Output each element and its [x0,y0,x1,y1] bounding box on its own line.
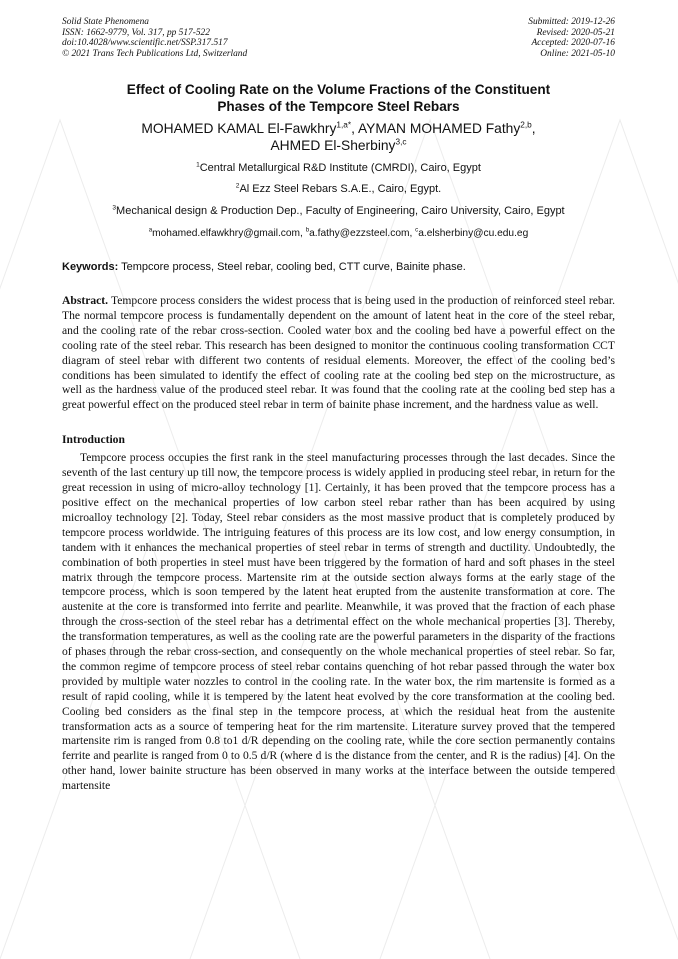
author-name: AYMAN MOHAMED Fathy [357,121,521,136]
date-revised: Revised: 2020-05-21 [536,27,615,38]
affiliation-number: 1 [196,161,200,169]
email-address: a.fathy@ezzsteel.com, [309,228,416,239]
affiliation-number: 2 [235,182,240,190]
submission-dates [528,17,615,60]
email-marker: c [415,226,419,234]
author-name: MOHAMED KAMAL El-Fawkhry [141,121,337,136]
affiliation-2 [62,183,615,196]
author-emails [62,227,615,240]
date-submitted: Submitted: 2019-12-26 [528,17,615,27]
affiliation-text: Mechanical design & Production Dep., Faculty of Engineering, Cairo University, Cairo, Egypt [116,205,565,217]
date-online: Online: 2021-05-10 [540,49,615,60]
journal-copyright: © 2021 Trans Tech Publications Ltd, Switzerland [62,49,248,60]
author-superscript: 1,a* [336,120,352,130]
author-superscript: 2,b [520,120,532,130]
date-accepted: Accepted: 2020-07-16 [531,38,615,49]
title-line-1: Effect of Cooling Rate on the Volume Fractions of the Constituent [126,82,551,97]
journal-doi: doi:10.4028/www.scientific.net/SSP.317.517 [62,38,228,49]
introduction-text: Tempcore process occupies the first rank in the steel manufacturing processes through the last decades. Since the seventh of the last century up till now, the tempcore process is widely applied in producing steel rebar, in return for the great recession in using of micro-alloy technology [1]. Certainly, it has been proved that the tempcore process has a positive effect on the mechanical properties of low carbon steel rebar rather than has been acquired by using microalloy technology [2]. Today, Steel rebar considers as the most massive product that is completely produced by tempcore process worldwide. The intriguing features of this process are its low cost, and low energy consumption, in tandem with it enhances the mechanical properties of steel rebar in terms of strength and ductility. Undoubtedly, the combination of both properties in steel must have been triggered by the formation of hard and soft phases in the steel matrix through the tempcore process. Martensite rim at the outside section always forms at the early stage of the tempcore process, which is soon tempered by the latent heat erupted from the austenite transformation at core. The austenite at the core is transformed into ferrite and pearlite. Meanwhile, it was proved that the fraction of each phase through the cross-section of the steel rebar has a detrimental effect on the whole mechanical properties [3]. Thereby, the transformation temperatures, as well as the cooling rate are the powerful parameters in the disparity of the fractions of phases through the rebar cross-section, and consequently on the whole mechanical properties of steel rebar. So far, the common regime of tempcore process of steel rebar contains quenching of hot rebar passed through the water box provided by multiple water nozzles to control in the cooling rate. In the water box, the rim martensite is formed as a result of rapid cooling, while it is tempered by the latent heat evolved by the core transformation at the cooling bed. Cooling bed considers as the final step in the tempcore process, at which the residual heat from the austenite transformation acts as a source of tempering heat for the rim martensite. Literature survey proved that the tempered martensite rim is ranged from 0.8 to1 d/R depending on the cooling rate, while the core section permanently contains ferrite and pearlite is ranged from 0 to 0.5 d/R (where d is the distance from the center, and R is the radius) [4]. On the other hand, lower bainite structure has been observed in many works at the interface between the outside tempered martensite [62,451,615,793]
paper-page [62,0,615,794]
keywords-label: Keywords: [62,261,119,273]
affiliation-number: 3 [112,204,117,212]
author-separator: , [351,121,358,136]
keywords-text: Tempcore process, Steel rebar, cooling bed, CTT curve, Bainite phase. [121,261,466,273]
journal-info [62,17,247,60]
author-list [62,120,615,154]
title-line-2: Phases of the Tempcore Steel Rebars [217,98,460,114]
paper-title [62,82,615,115]
abstract-text: Tempcore process considers the widest process that is being used in the production of reinforced steel rebar. The normal tempcore process is fundamentally dependent on the amount of latent heat in the core of the steel rebar, and the cooling rate of the rebar cross-section. Cooled water box and the cooling bed have a powerful effect on the cooling rate of the steel rebar. This research has been designed to monitor the continuous cooling transformation CCT diagram of steel rebar with different two contents of residual elements. Moreover, the effect of the cooling bed’s conditions has been simulated to identify the effect of cooling rate at the cooling bed step on the microstructure, as well as the hardness value of the produced steel rebar. It was found that the cooling rate at the cooling bed step has a great powerful effect on the produced steel rebar in term of bainite phase increment, and the hardness value as well. [62,294,615,412]
introduction-heading: Introduction [62,433,125,447]
abstract [62,294,615,413]
journal-header [62,0,615,64]
abstract-label: Abstract. [62,294,109,307]
author-superscript: 3,c [395,137,407,147]
affiliation-1 [62,162,615,175]
journal-issn: ISSN: 1662-9779, Vol. 317, pp 517-522 [62,27,210,38]
affiliation-3 [62,205,615,218]
email-address: a.elsherbiny@cu.edu.eg [418,228,529,239]
affiliation-text: Central Metallurgical R&D Institute (CMRDI), Cairo, Egypt [199,162,481,174]
author-name: AHMED El-Sherbiny [270,138,396,153]
author-separator: , [531,121,536,136]
email-marker: a [148,226,153,234]
email-address: mohamed.elfawkhry@gmail.com, [152,228,306,239]
keywords [62,261,615,274]
affiliation-text: Al Ezz Steel Rebars S.A.E., Cairo, Egypt. [239,183,442,195]
email-marker: b [305,226,310,234]
journal-name: Solid State Phenomena [62,17,149,27]
